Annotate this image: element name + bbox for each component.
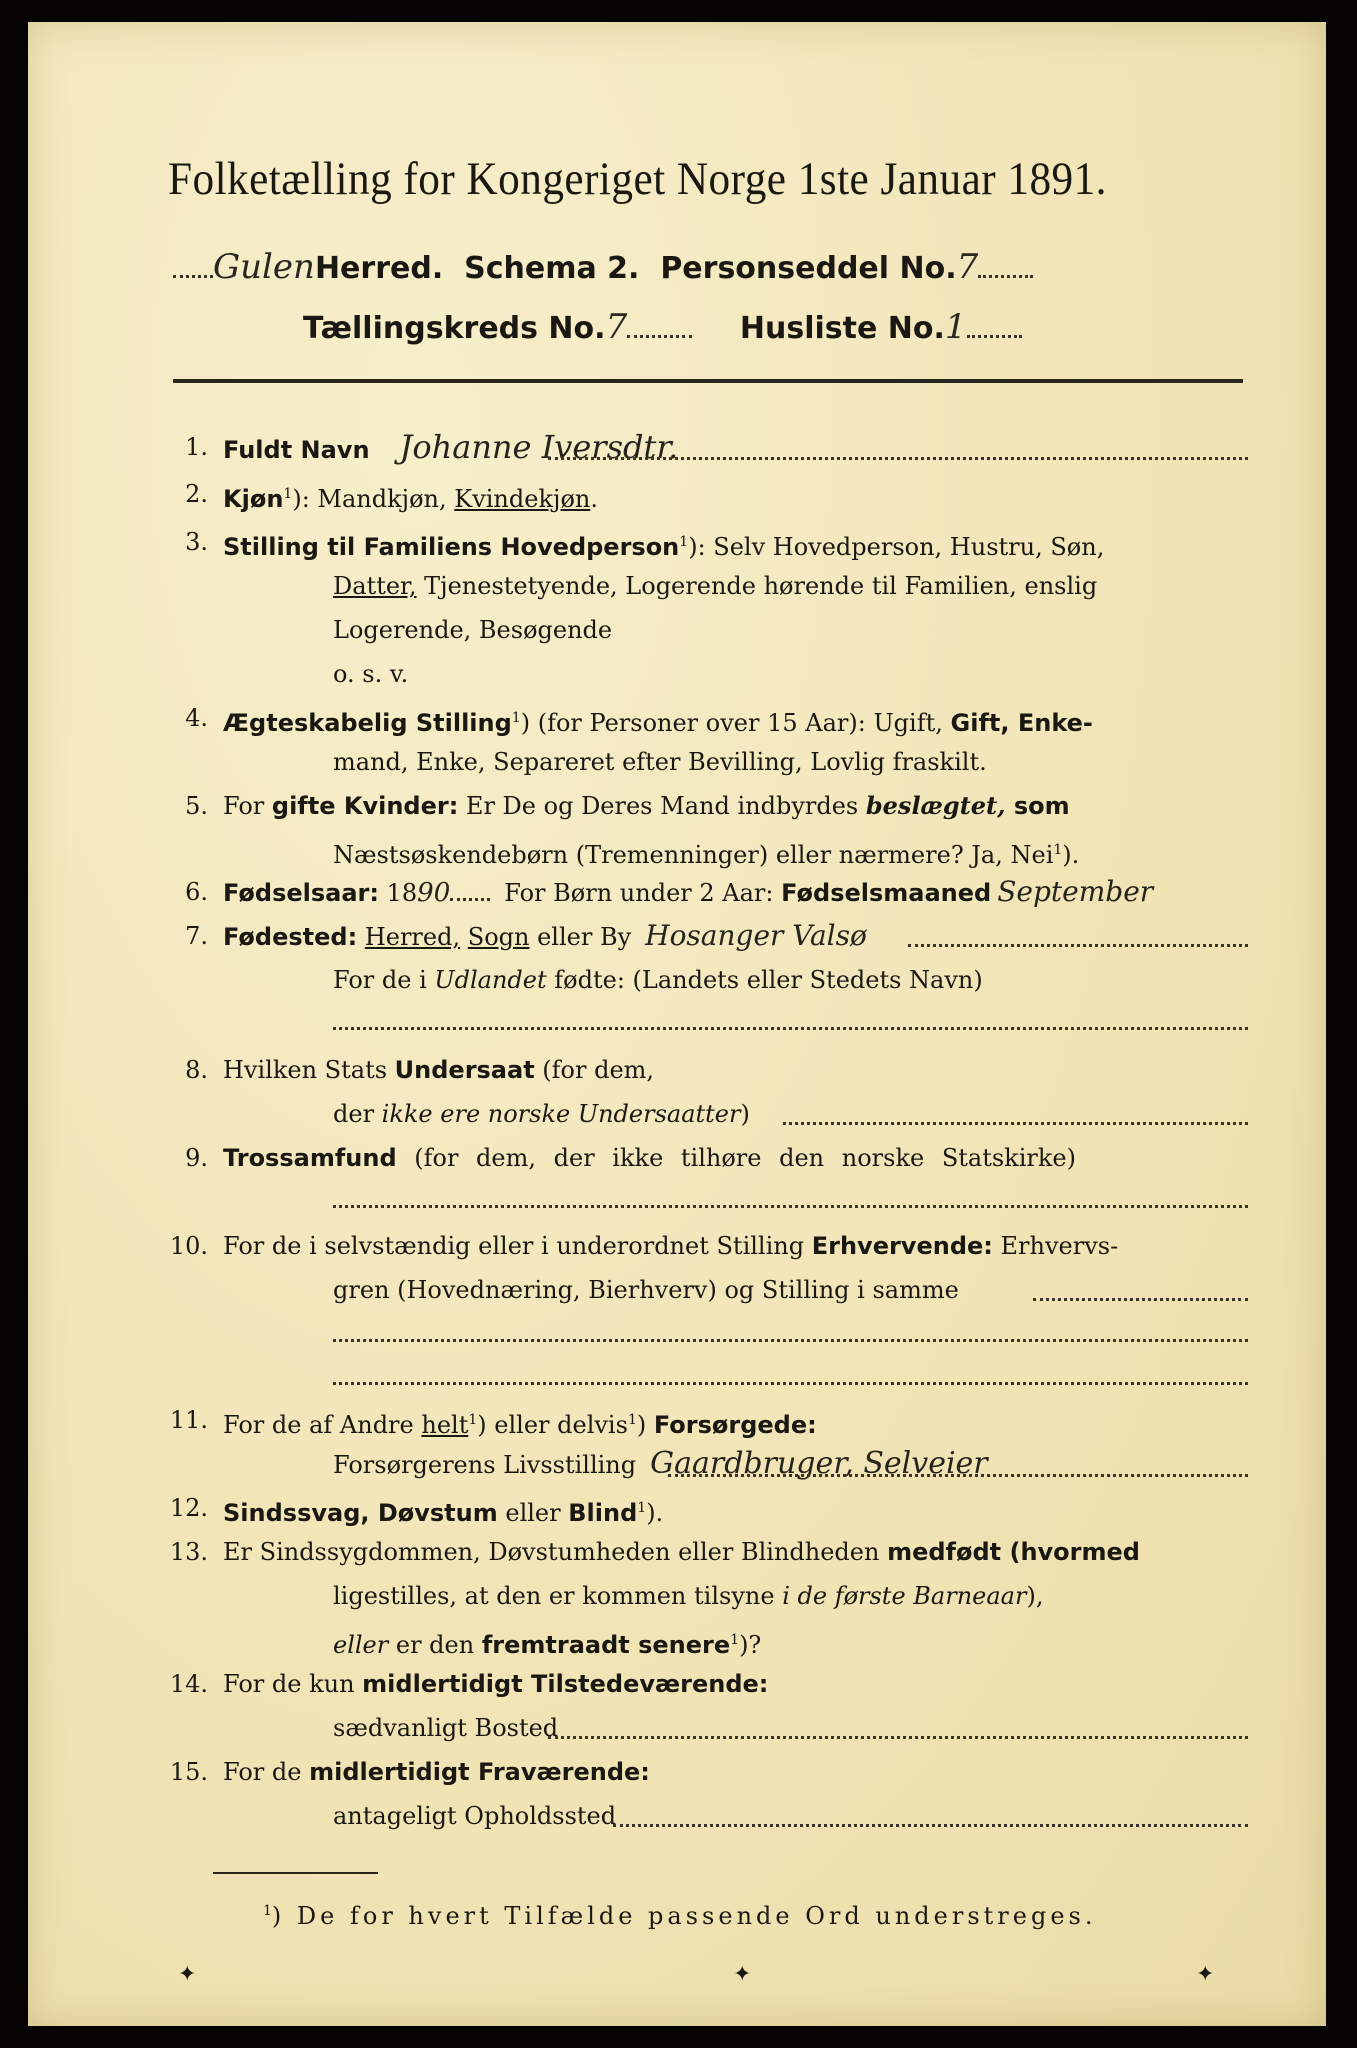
- header-herred-line: [173, 247, 1033, 287]
- field-7-fill: [908, 944, 1248, 947]
- field-4-line2: mand, Enke, Separeret efter Bevilling, Lovlig fraskilt.: [333, 748, 987, 776]
- field-12-label: Sindssvag, Døvstum: [223, 1499, 498, 1527]
- field-11-fill: [668, 1474, 1248, 1477]
- birth-year-value: 90: [417, 878, 451, 908]
- field-1-number: 1.: [185, 433, 208, 461]
- field-11-line2: Forsørgerens Livsstilling Gaardbruger, Selveier: [333, 1446, 988, 1481]
- form-title: Folketælling for Kongeriget Norge 1ste Januar 1891.: [168, 153, 1107, 205]
- field-14-number: 14.: [169, 1670, 208, 1698]
- personseddel-value: 7: [956, 247, 979, 287]
- field-10-label: Erhvervende:: [811, 1232, 993, 1260]
- footnote-rule: [213, 1872, 378, 1874]
- field-8-number: 8.: [185, 1056, 208, 1084]
- field-3-line3: Logerende, Besøgende: [333, 616, 613, 644]
- helt-underlined: helt: [421, 1411, 469, 1439]
- field-1-fill: [548, 457, 1248, 460]
- field-13-number: 13.: [169, 1538, 208, 1566]
- kvindekjon-underlined: Kvindekjøn: [454, 485, 591, 513]
- field-10-fill2: [333, 1339, 1248, 1342]
- field-4-label: Ægteskabelig Stilling: [223, 709, 512, 737]
- datter-underlined: Datter,: [333, 572, 417, 600]
- field-6-label: Fødselsaar:: [223, 879, 379, 907]
- field-11-number: 11.: [169, 1406, 208, 1434]
- field-5-number: 5.: [185, 792, 208, 820]
- field-3-number: 3.: [185, 528, 208, 556]
- header-divider: [173, 379, 1243, 383]
- field-2-label: Kjøn: [223, 485, 284, 513]
- husliste-value: 1: [944, 307, 967, 347]
- printer-mark-center: ✦: [733, 1962, 752, 1987]
- field-4-number: 4.: [185, 704, 208, 732]
- field-2-number: 2.: [185, 480, 208, 508]
- field-10-fill: [1033, 1298, 1248, 1301]
- printer-mark-right: ✦: [1196, 1962, 1215, 1987]
- field-13-line2: ligestilles, at den er kommen tilsyne i de første Barneaar),: [333, 1582, 1044, 1610]
- field-3-line4: o. s. v.: [333, 660, 409, 688]
- field-14-label: midlertidigt Tilstedeværende:: [362, 1670, 769, 1698]
- personseddel-label: Personseddel No.: [660, 251, 957, 286]
- field-13-label: medfødt: [887, 1538, 1002, 1566]
- field-10-number: 10.: [169, 1232, 208, 1260]
- field-5-line2: Næstsøskendebørn (Tremenninger) eller nærmere? Ja, Nei$^1$).: [333, 841, 1080, 869]
- field-11-label: Forsørgede:: [653, 1411, 817, 1439]
- field-13-line3: eller er den fremtraadt senere$^1$)?: [333, 1631, 762, 1659]
- field-9-number: 9.: [185, 1144, 208, 1172]
- field-3-line2: Datter, Tjenestetyende, Logerende hørende til Familien, enslig: [333, 572, 1098, 600]
- field-5-label: gifte Kvinder:: [271, 792, 459, 820]
- field-14-fill: [548, 1736, 1248, 1739]
- printer-mark-left: ✦: [178, 1962, 197, 1987]
- census-form-sheet: Folketælling for Kongeriget Norge 1ste Januar 1891. GulenHerred. Schema 2. Personseddel No.7 Tællingskreds No.7 Husliste No.1 1. Fuldt Navn Johanne Iversdtr. 2. Kjøn$^1$): Mandkjøn, Kvindekjøn. 3. Stilling til Familiens Hovedperson$^1$): Selv Hovedperson, Hustru, Søn, Datter, Tjenestetyende, Logerende hørende til Familien, enslig Logerende, Besøgende o. s. v. 4. Ægteskabelig Stilling$^1$) (for Personer over 15 Aar): Ugift, Gift, Enke- mand, Enke, Separeret efter Bevilling, Lovlig fraskilt. 5. For gifte Kvinder: Er De og Deres Mand indbyrdes beslægtet, som Næstsøskendebørn (Tremenninger) eller nærmere? Ja, Nei$^1$). 6. Fødselsaar: 1890 For Børn under 2 Aar: Fødselsmaaned September 7. Fødested: Herred, Sogn eller By Hosanger Valsø For de i Udlandet fødte: (Landets eller Stedets Navn) 8. Hvilken Stats Undersaat (for dem, der ikke ere norske Undersaatter) 9. Trossamfund (for dem, der ikke tilhøre den norske Statskirke) 10. For de i selvstændig eller i underordnet Stilling Erhvervende: Erhvervs- gren (Hovednæring, Bierhverv) og Stilling i samme 11. For de af Andre helt$^1$) eller delvis$^1$) Forsørgede: Forsørgerens Livsstilling Gaardbruger, Selveier 12. Sindssvag, Døvstum eller Blind$^1$). 13. Er Sindssygdommen, Døvstumheden eller Blindheden medfødt (hvormed ligestilles, at den er kommen tilsyne i de første Barneaar), eller er den fremtraadt senere$^1$)? 14. For de kun midlertidigt Tilstedeværende: sædvanligt Bosted 15. For de midlertidigt Fraværende: antageligt Opholdssted $^1$) De for hvert Tilfælde passende Ord understreges. ✦ ✦ ✦: [28, 22, 1326, 2026]
- field-8-label: Undersaat: [394, 1056, 535, 1084]
- field-15-line2: antageligt Opholdssted: [333, 1802, 617, 1830]
- field-10-fill3: [333, 1382, 1248, 1385]
- field-1-label: Fuldt Navn: [223, 436, 370, 464]
- field-15-number: 15.: [169, 1758, 208, 1786]
- field-7-number: 7.: [185, 922, 208, 950]
- field-15-label: midlertidigt Fraværende:: [309, 1758, 650, 1786]
- birthplace-value: Hosanger Valsø: [645, 919, 867, 952]
- field-10-line2: gren (Hovednæring, Bierhverv) og Stilling i samme: [333, 1276, 959, 1304]
- field-9-fill: [333, 1205, 1248, 1208]
- birth-month-value: September: [997, 875, 1154, 908]
- field-8-fill: [783, 1122, 1248, 1125]
- field-7-label: Fødested:: [223, 923, 358, 951]
- taellingskreds-value: 7: [605, 307, 628, 347]
- field-14-line2: sædvanligt Bosted: [333, 1714, 559, 1742]
- field-7-fill2: [333, 1027, 1248, 1030]
- field-6-number: 6.: [185, 878, 208, 906]
- header-kreds-line: [303, 307, 1022, 347]
- field-12-number: 12.: [169, 1494, 208, 1522]
- supporter-occupation-value: Gaardbruger, Selveier: [650, 1446, 988, 1481]
- field-15-fill: [613, 1824, 1248, 1827]
- herred-label: Herred.: [314, 251, 444, 286]
- schema-label: Schema 2.: [464, 251, 640, 286]
- husliste-label: Husliste No.: [739, 311, 945, 346]
- field-8-line2: der ikke ere norske Undersaatter): [333, 1100, 750, 1128]
- field-6-label2: Fødselsmaaned: [781, 879, 992, 907]
- taellingskreds-label: Tællingskreds No.: [303, 311, 606, 346]
- field-1-value: Johanne Iversdtr.: [399, 428, 679, 466]
- field-9-label: Trossamfund: [223, 1144, 397, 1172]
- field-7-line2: For de i Udlandet fødte: (Landets eller Stedets Navn): [333, 966, 983, 994]
- field-3-label: Stilling til Familiens Hovedperson: [223, 533, 680, 561]
- footnote: $^1$) De for hvert Tilfælde passende Ord understreges.: [263, 1902, 1097, 1930]
- herred-value: Gulen: [213, 247, 315, 287]
